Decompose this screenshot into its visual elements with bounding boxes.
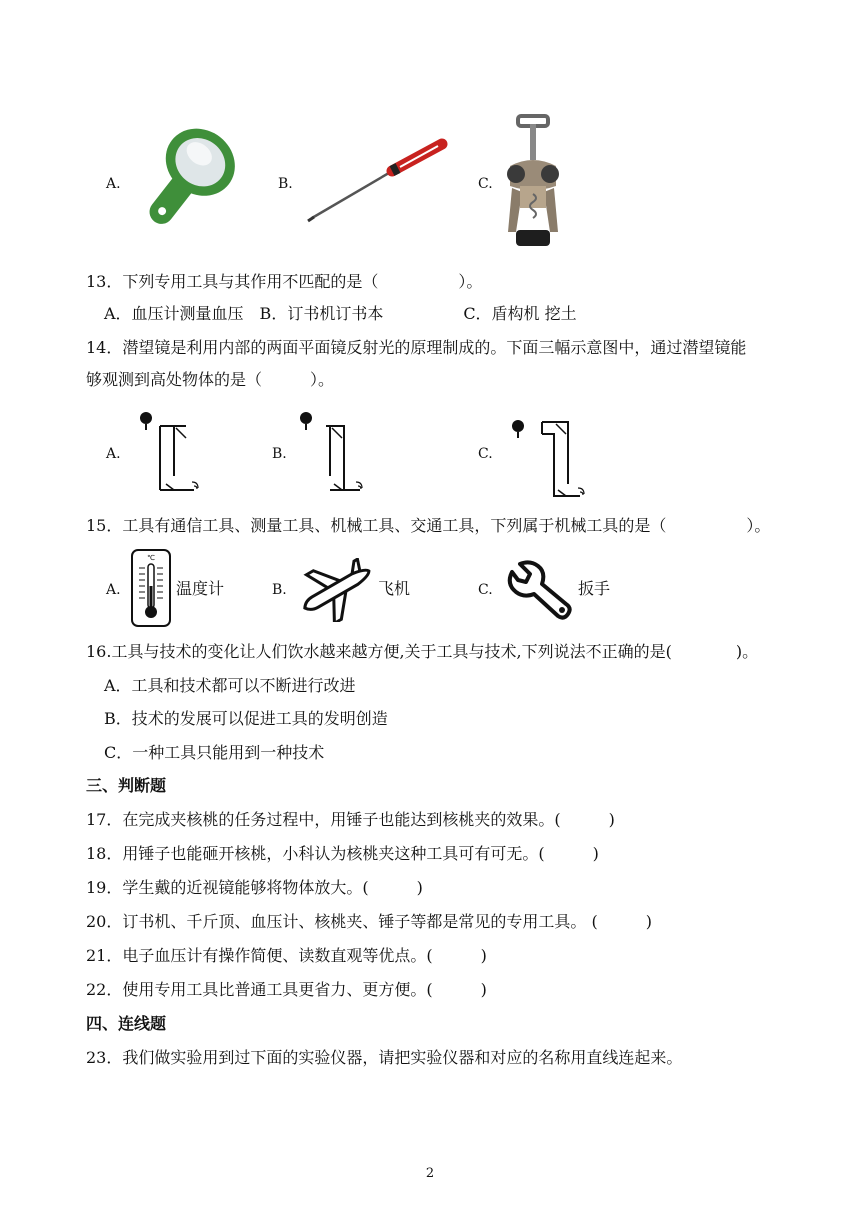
judge-item-18: 18．用锤子也能砸开核桃，小科认为核桃夹这种工具可有可无。( ) bbox=[86, 844, 599, 863]
screwdriver-icon bbox=[302, 136, 448, 228]
q15-option-c-label: 扳手 bbox=[578, 579, 611, 598]
q15-option-a-label: 温度计 bbox=[176, 579, 225, 598]
q15-option-a: A. bbox=[106, 582, 121, 598]
judge-item-19: 19．学生戴的近视镜能够将物体放大。( ) bbox=[86, 878, 423, 897]
q16-stem: 16.工具与技术的变化让人们饮水越来越方便,关于工具与技术,下列说法不正确的是( )。 bbox=[86, 642, 759, 661]
q13-options: A．血压计测量血压 B．订书机订书本 C．盾构机 挖土 bbox=[104, 304, 577, 323]
page-number: 2 bbox=[425, 1166, 435, 1181]
q14-stem-line1: 14．潜望镜是利用内部的两面平面镜反射光的原理制成的。下面三幅示意图中，通过潜望镜能 bbox=[86, 338, 747, 357]
thermometer-icon bbox=[130, 548, 172, 628]
airplane-icon bbox=[296, 558, 376, 622]
judge-item-22: 22．使用专用工具比普通工具更省力、更方便。( ) bbox=[86, 980, 487, 999]
q14-option-a: A. bbox=[106, 446, 121, 462]
q16-option-b: B．技术的发展可以促进工具的发明创造 bbox=[104, 709, 388, 728]
q12-option-a: A. bbox=[106, 176, 121, 192]
section-heading-matching: 四、连线题 bbox=[86, 1014, 167, 1033]
q16-option-a: A．工具和技术都可以不断进行改进 bbox=[104, 676, 356, 695]
q14-option-b: B. bbox=[272, 446, 287, 462]
judge-item-17: 17．在完成夹核桃的任务过程中，用锤子也能达到核桃夹的效果。( ) bbox=[86, 810, 615, 829]
bottle-opener-icon bbox=[132, 122, 244, 234]
periscope-icon bbox=[296, 410, 370, 496]
periscope-icon bbox=[136, 410, 206, 496]
section-heading-judge: 三、判断题 bbox=[86, 776, 167, 795]
q13-stem: 13．下列专用工具与其作用不匹配的是（ ）。 bbox=[86, 272, 483, 291]
periscope-icon bbox=[508, 414, 592, 504]
q15-option-b: B. bbox=[272, 582, 287, 598]
judge-item-20: 20．订书机、千斤顶、血压计、核桃夹、锤子等都是常见的专用工具。 ( ) bbox=[86, 912, 652, 931]
q15-option-c: C. bbox=[478, 582, 493, 598]
q16-option-c: C．一种工具只能用到一种技术 bbox=[104, 743, 325, 762]
q12-option-c: C. bbox=[478, 176, 493, 192]
q14-stem-line2: 够观测到高处物体的是（ ）。 bbox=[86, 370, 335, 389]
q12-option-b: B. bbox=[278, 176, 293, 192]
q15-stem: 15．工具有通信工具、测量工具、机械工具、交通工具，下列属于机械工具的是（ ）。 bbox=[86, 516, 771, 535]
q23-stem: 23．我们做实验用到过下面的实验仪器，请把实验仪器和对应的名称用直线连起来。 bbox=[86, 1048, 683, 1067]
judge-item-21: 21．电子血压计有操作简便、读数直观等优点。( ) bbox=[86, 946, 487, 965]
q14-option-c: C. bbox=[478, 446, 493, 462]
svg-text:℃: ℃ bbox=[147, 554, 155, 562]
corkscrew-icon bbox=[502, 114, 564, 252]
wrench-icon bbox=[504, 558, 576, 622]
q15-option-b-label: 飞机 bbox=[378, 579, 411, 598]
